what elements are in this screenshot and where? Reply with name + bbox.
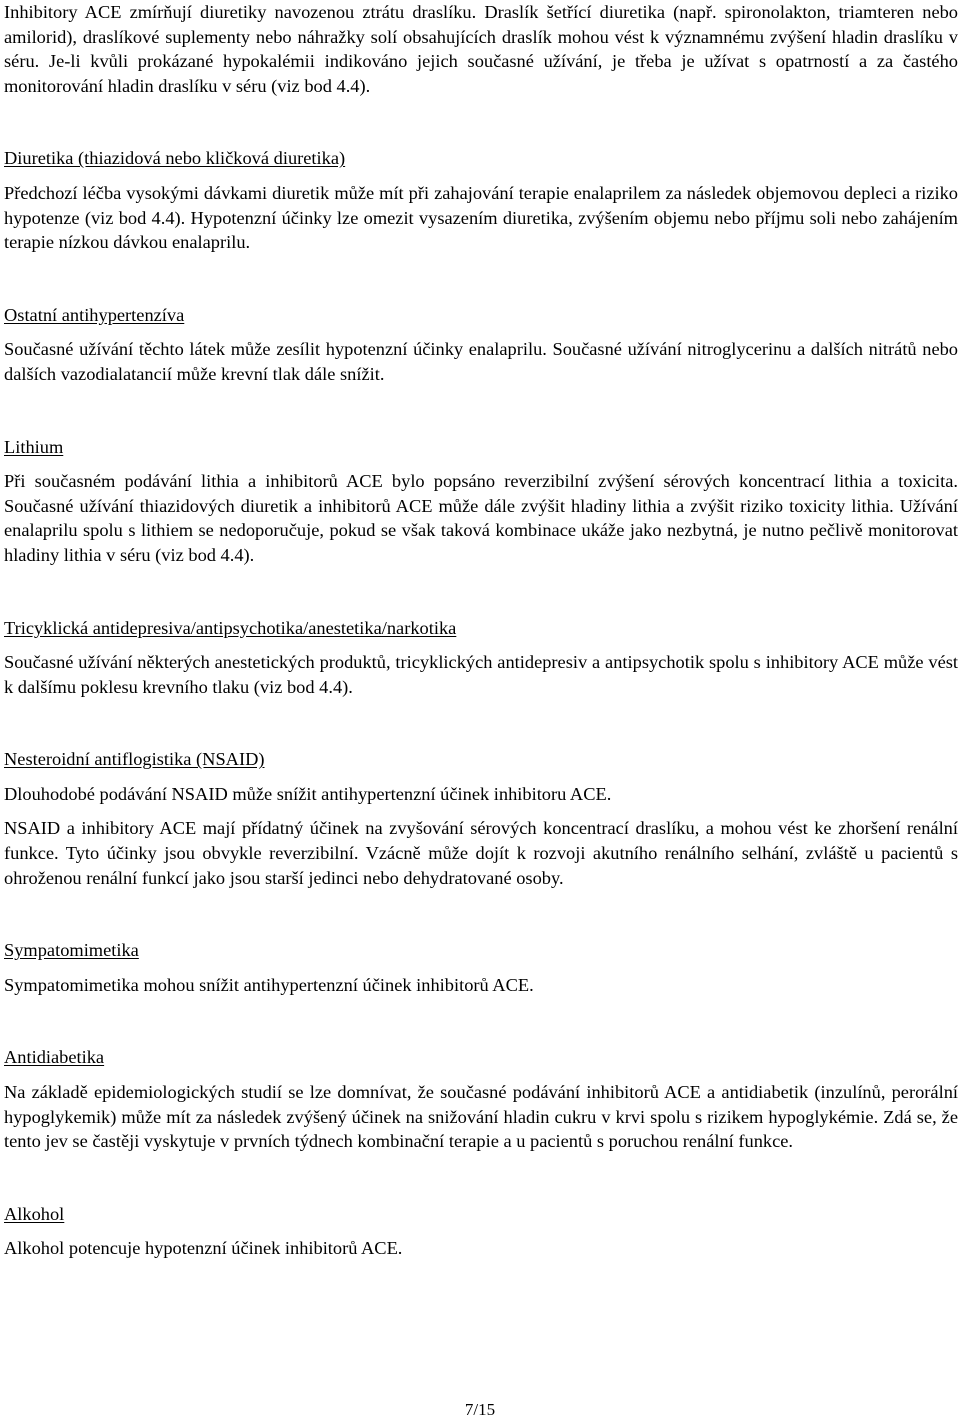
section-heading-sympatomimetika: Sympatomimetika bbox=[4, 940, 139, 961]
section-paragraph-tricyklicka-antidepresiva: Současné užívání některých anestetických produktů, tricyklických antidepresiv a antipsychotik spolu s inhibitory ACE může vést k dalšímu poklesu krevního tlaku (viz bod 4.4). bbox=[4, 652, 958, 697]
section-paragraph-nsaid-1: Dlouhodobé podávání NSAID může snížit antihypertenzní účinek inhibitoru ACE. bbox=[4, 783, 612, 804]
section-heading-antidiabetika: Antidiabetika bbox=[4, 1047, 105, 1068]
section-heading-nsaid: Nesteroidní antiflogistika (NSAID) bbox=[4, 749, 265, 770]
section-paragraph-antidiabetika: Na základě epidemiologických studií se lze domnívat, že současné podávání inhibitorů ACE a antidiabetik (inzulínů, perorální hypoglykemik) může mít za následek zvýšený účinek na snižování hladin cukru v krvi spolu s rizikem hypoglykémie. Zdá se, že tento jev se častěji vyskytuje v prvních týdnech kombinační terapie a u pacientů s poruchou renální funkce. bbox=[4, 1082, 958, 1152]
section-paragraph-ostatni-antihypertenziva: Současné užívání těchto látek může zesílit hypotenzní účinky enalaprilu. Současné užívání nitroglycerinu a dalších nitrátů nebo dalších vazodialatancií může krevní tlak dále snížit. bbox=[4, 339, 958, 384]
section-paragraph-sympatomimetika: Sympatomimetika mohou snížit antihypertenzní účinek inhibitorů ACE. bbox=[4, 974, 534, 995]
section-paragraph-alkohol: Alkohol potencuje hypotenzní účinek inhibitorů ACE. bbox=[4, 1238, 403, 1259]
section-heading-ostatni-antihypertenziva: Ostatní antihypertenzíva bbox=[4, 304, 185, 325]
section-heading-diuretika: Diuretika (thiazidová nebo kličková diuretika) bbox=[4, 148, 346, 169]
section-heading-lithium: Lithium bbox=[4, 436, 64, 457]
section-paragraph-nsaid-2: NSAID a inhibitory ACE mají přídatný účinek na zvyšování sérových koncentrací draslíku, a mohou vést ke zhoršení renální funkce. Tyto účinky jsou obvykle reverzibilní. Vzácně může dojít k rozvoji akutního renálního selhání, zvláště u pacientů s ohroženou renální funkcí jako jsou starší jedinci nebo dehydratované osoby. bbox=[4, 818, 958, 888]
page-number: 7/15 bbox=[464, 1400, 496, 1419]
intro-paragraph: Inhibitory ACE zmírňují diuretiky navozenou ztrátu draslíku. Draslík šetřící diuretika (např. spironolakton, triamteren nebo amilorid), draslíkové suplementy nebo náhražky solí obsahujících draslík mohou vést k významnému zvýšení hladin draslíku v séru. Je-li kvůli prokázané hypokalémii indikováno jejich současné užívání, je třeba je užívat s opatrností a za častého monitorování hladin draslíku v séru (viz bod 4.4). bbox=[4, 2, 958, 96]
section-heading-alkohol: Alkohol bbox=[4, 1203, 65, 1224]
section-paragraph-lithium: Při současném podávání lithia a inhibitorů ACE bylo popsáno reverzibilní zvýšení sérových koncentrací lithia a toxicita. Současné užívání thiazidových diuretik a inhibitorů ACE může dále zvýšit hladiny lithia a zvýšit riziko toxicity lithia. Užívání enalaprilu spolu s lithiem se nedoporučuje, pokud se však taková kombinace ukáže jako nezbytná, je nutno pečlivě monitorovat hladiny lithia v séru (viz bod 4.4). bbox=[4, 471, 958, 565]
section-paragraph-diuretika: Předchozí léčba vysokými dávkami diuretik může mít při zahajování terapie enalaprilem za následek objemovou depleci a riziko hypotenze (viz bod 4.4). Hypotenzní účinky lze omezit vysazením diuretika, zvýšením objemu nebo příjmu soli nebo zahájením terapie nízkou dávkou enalaprilu. bbox=[4, 182, 958, 253]
document-page bbox=[4, 0, 958, 1261]
section-heading-tricyklicka-antidepresiva: Tricyklická antidepresiva/antipsychotika/anestetika/narkotika bbox=[4, 617, 457, 638]
